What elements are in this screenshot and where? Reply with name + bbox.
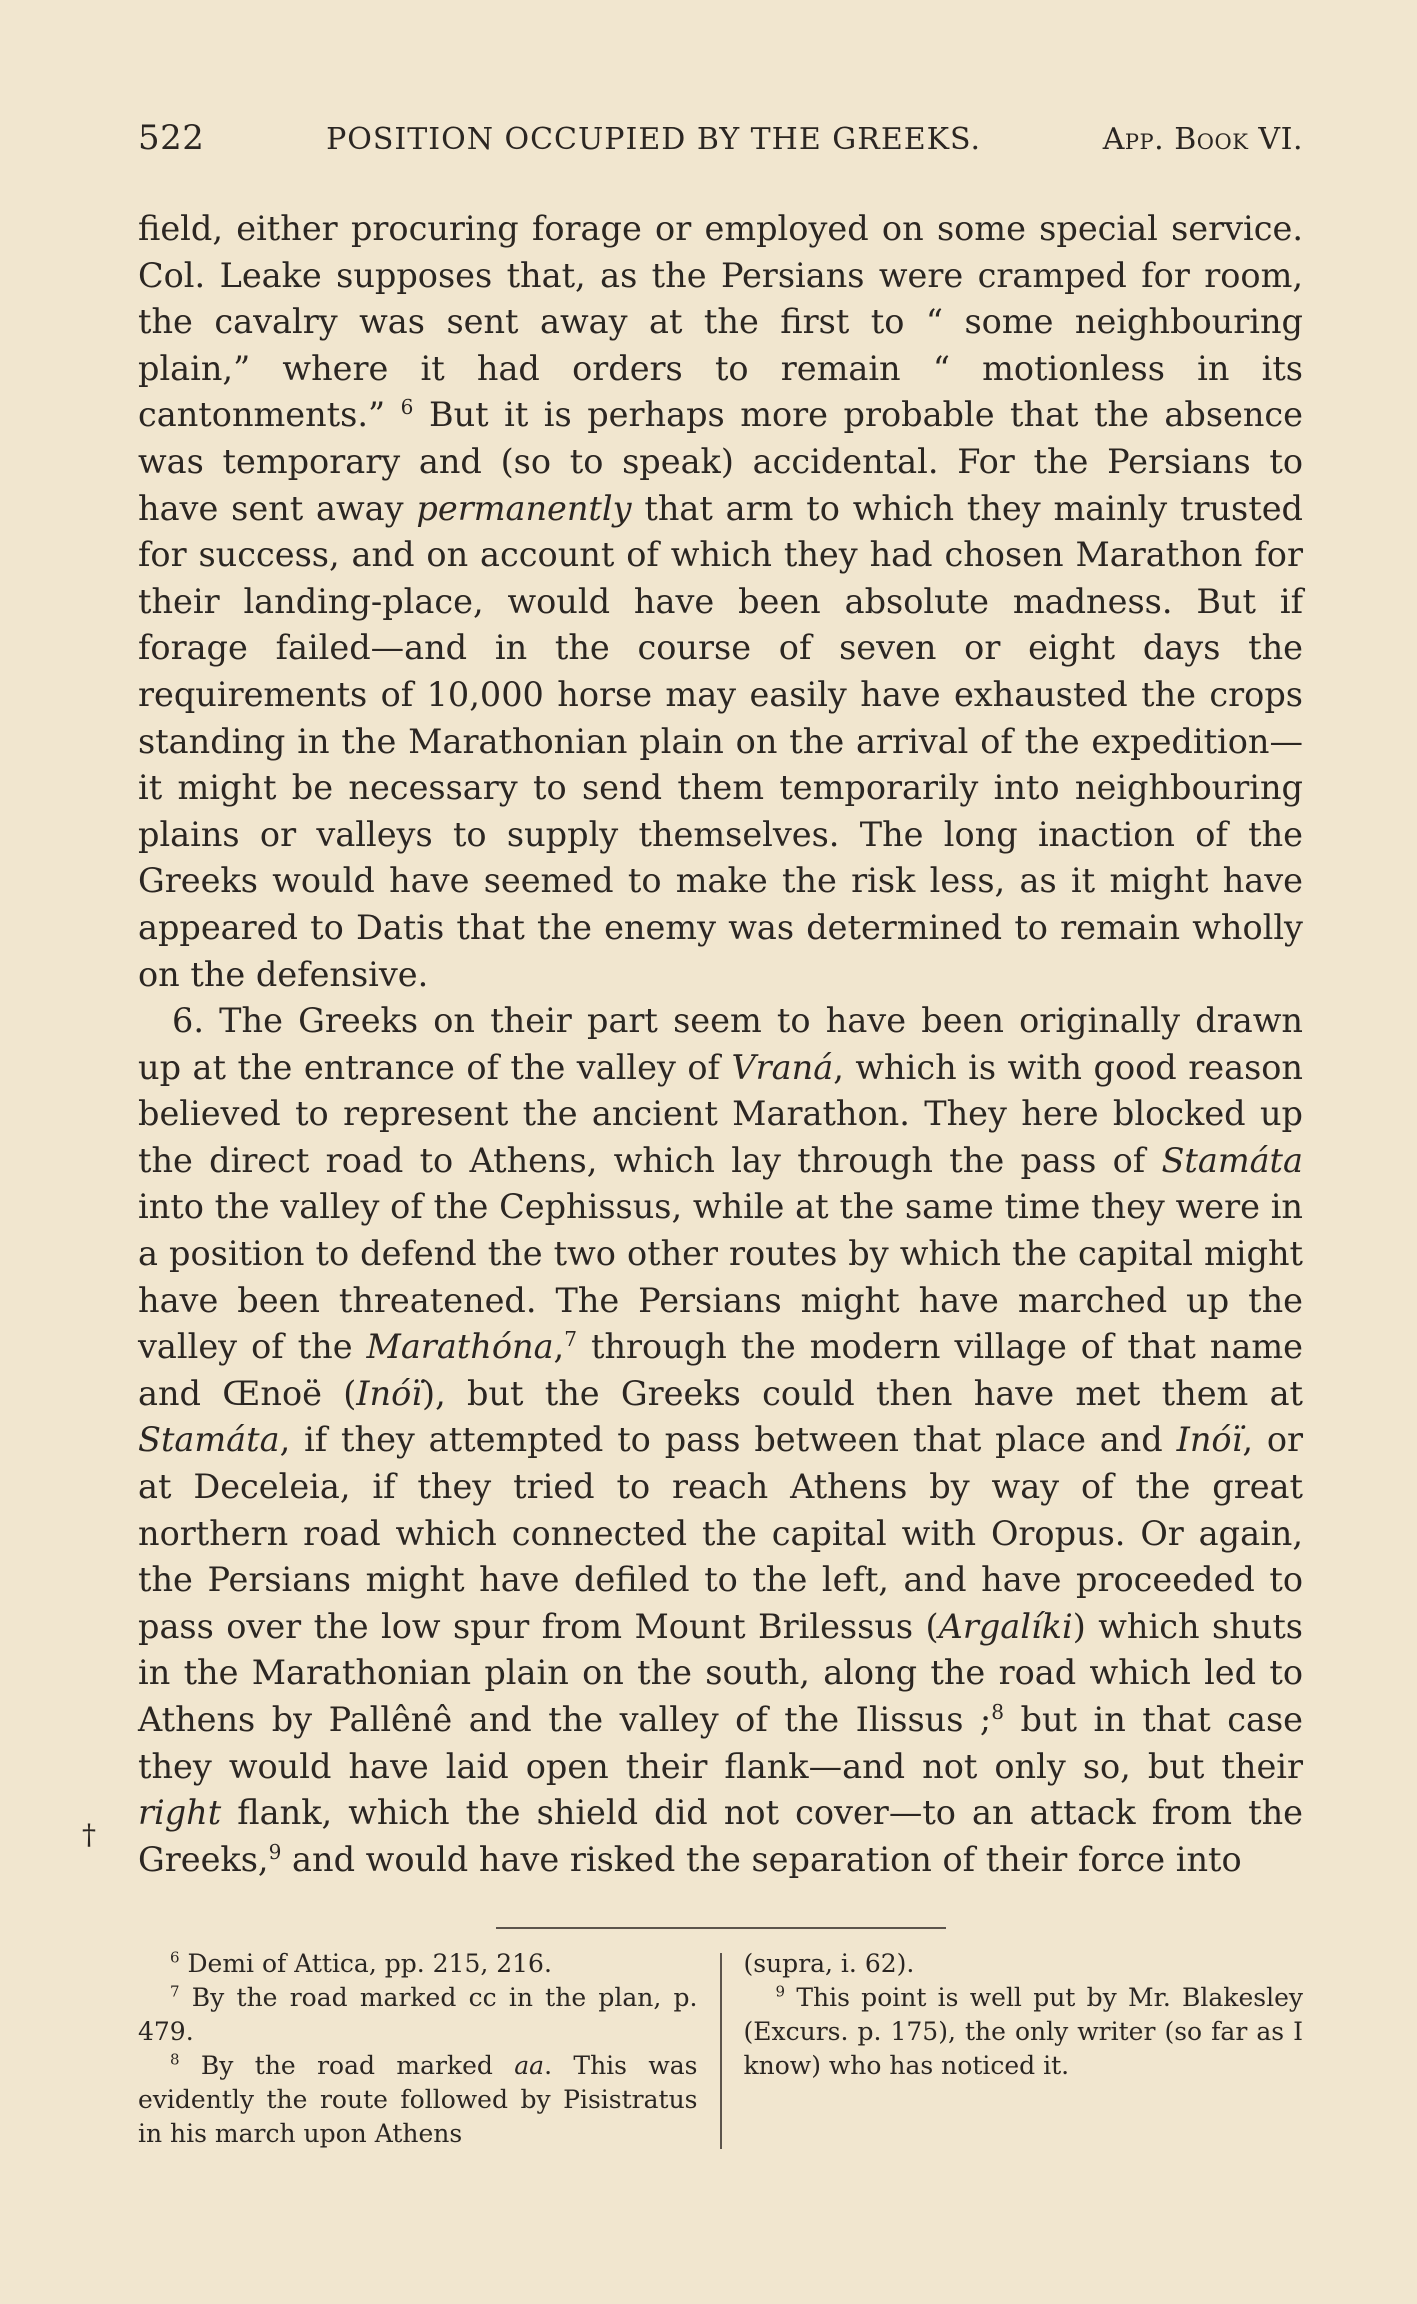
- running-header: [138, 118, 1303, 166]
- footnote-number: 9: [775, 1983, 786, 2002]
- text-span: but in that case they would have laid open their flank—and not only so, but their: [138, 1700, 1303, 1786]
- running-title: POSITION OCCUPIED BY THE GREEKS.: [326, 122, 982, 157]
- text-span: into the valley of the Cephissus, while at the same time they were in a position to defend the two other routes by which the capital might have been threatened. The Persians might have marched up the valley of the: [138, 1187, 1303, 1367]
- text-span: ), but the Greeks could then have met them at: [422, 1373, 1303, 1413]
- paragraph-1: [138, 206, 1303, 998]
- footnote-text: This point is well put by Mr. Blakesley (Excurs. p. 175), the only writer (so far as I know) who has noticed it.: [743, 1983, 1303, 2081]
- text-span: that arm to which they mainly trusted for success, and on account of which they had chosen Marathon for their landing-place, would have been absolute madness. But if forage failed—and in the course of seven or eight days the requirements of 10,000 horse may easily have exhausted the crops standing in the Marathonian plain on the arrival of the expedition—it might be necessary to send them temporarily into neighbouring plains or valleys to supply themselves. The long inaction of the Greeks would have seemed to make the risk less, as it might have appeared to Datis that the enemy was determined to remain wholly on the defensive.: [138, 488, 1303, 994]
- main-text: [138, 206, 1303, 1883]
- book-page: [138, 118, 1303, 2151]
- text-span: But it is perhaps more probable that the absence was temporary and (so to speak) accidental. For the Persians to have sent away: [138, 395, 1304, 528]
- footnote-column-right: [722, 1947, 1304, 2151]
- footnote-number: 7: [170, 1983, 180, 2002]
- italic-span: Inóï: [1176, 1420, 1243, 1460]
- italic-span: aa: [514, 2051, 545, 2081]
- paragraph-2: [138, 998, 1303, 1883]
- text-span: 6. The Greeks on their part seem to have been originally drawn up at the entrance of the valley of: [138, 1001, 1303, 1087]
- italic-span: right: [138, 1793, 222, 1833]
- footnote-number: 8: [170, 2051, 180, 2070]
- footnotes: [138, 1947, 1303, 2151]
- italic-span: Inóï: [356, 1373, 422, 1413]
- italic-span: Argalíki: [938, 1606, 1073, 1646]
- text-span: , or at Deceleia, if they tried to reach Athens by way of the great northern road which connected the capital with Oropus. Or again, the Persians might have defiled to the left, and have proceeded to pass over the low spur from Mount Brilessus (: [138, 1420, 1304, 1646]
- footnote-text: By the road marked: [179, 2051, 515, 2081]
- footnote-8-continued: (supra, i. 62).: [743, 1949, 915, 1979]
- footnote-ref-9: 9: [268, 1839, 282, 1864]
- footnote-ref-6: 6: [400, 395, 414, 420]
- page-number: 522: [138, 118, 205, 158]
- section-reference: App. Book VI.: [1102, 122, 1303, 157]
- text-span: field, either procuring forage or employed on some special service. Col. Leake supposes that, as the Persians were cramped for room, the cavalry was sent away at the first to “ some neighbouring plain,” where it had orders to remain “ motionless in its cantonments.”: [138, 209, 1303, 435]
- footnote-rule: [496, 1927, 946, 1929]
- italic-span: permanently: [416, 488, 632, 528]
- text-span: through the modern village of that name and Œnoë (: [138, 1327, 1303, 1413]
- footnote-6: [138, 1947, 698, 1981]
- text-span: flank, which the shield did not cover—to an attack from the Greeks,: [138, 1793, 1303, 1879]
- text-span: and would have risked the separation of their force into: [281, 1839, 1242, 1879]
- footnote-9: [744, 1981, 1304, 2083]
- text-span: ,: [553, 1327, 565, 1367]
- footnote-ref-7: 7: [564, 1327, 577, 1352]
- footnote-text: . This was evidently the route followed by Pisistratus in his march upon Athens: [138, 2051, 698, 2149]
- italic-span: Marathóna: [366, 1327, 554, 1367]
- footnote-text: By the road marked cc in the plan, p. 479.: [138, 1983, 698, 2047]
- text-span: , if they attempted to pass between that place and: [279, 1420, 1177, 1460]
- italic-span: Stamáta: [1161, 1140, 1303, 1180]
- margin-mark: †: [82, 1818, 96, 1851]
- footnote-ref-8: 8: [991, 1699, 1004, 1724]
- italic-span: Stamáta: [138, 1420, 280, 1460]
- footnote-7: [138, 1981, 698, 2049]
- text-span: ) which shuts in the Marathonian plain on the south, along the road which led to Athens by Pallênê and the valley of the Ilissus ;: [138, 1606, 1303, 1739]
- footnote-column-left: [138, 1947, 720, 2151]
- italic-span: Vraná: [731, 1047, 834, 1087]
- footnote-number: 6: [170, 1949, 180, 1968]
- text-span: , which is with good reason believed to represent the ancient Marathon. They here blocked up the direct road to Athens, which lay through the pass of: [138, 1047, 1303, 1180]
- footnote-text: Demi of Attica, pp. 215, 216.: [179, 1949, 552, 1979]
- footnote-8: [138, 2049, 698, 2151]
